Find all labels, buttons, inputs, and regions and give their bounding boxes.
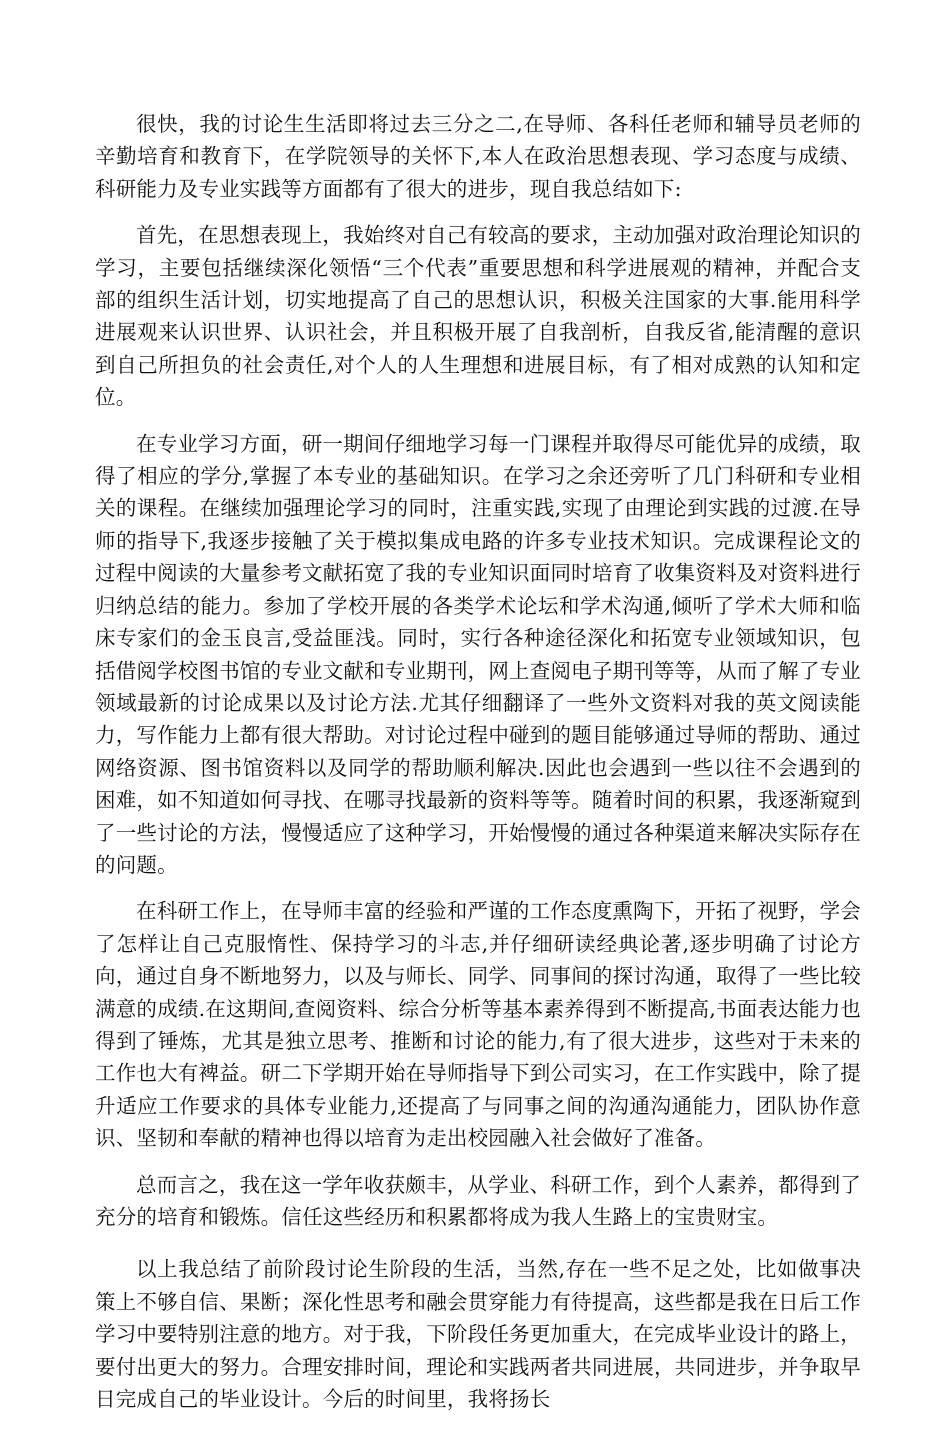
paragraph-research: 在科研工作上，在导师丰富的经验和严谨的工作态度熏陶下，开拓了视野，学会了怎样让自己克服惰性、保持学习的斗志,并仔细研读经典论著,逐步明确了讨论方向，通过自身不断地努力，以及与师长、同学、同事间的探讨沟通，取得了一些比较满意的成绩.在这期间,查阅资料、综合分析等基本素养得到不断提高,书面表达能力也得到了锤炼，尤其是独立思考、推断和讨论的能力,有了很大进步，这些对于未来的工作也大有裨益。研二下学期开始在导师指导下到公司实习，在工作实践中，除了提升适应工作要求的具体专业能力,还提高了与同事之间的沟通沟通能力，团队协作意识、坚韧和奉献的精神也得以培育为走出校园融入社会做好了准备。 — [95, 899, 861, 1151]
paragraph-study: 在专业学习方面，研一期间仔细地学习每一门课程并取得尽可能优异的成绩，取得了相应的学分,掌握了本专业的基础知识。在学习之余还旁听了几门科研和专业相关的课程。在继续加强理论学习的同时，注重实践,实现了由理论到实践的过渡.在导师的指导下,我逐步接触了关于模拟集成电路的许多专业技术知识。完成课程论文的过程中阅读的大量参考文献拓宽了我的专业知识面同时培育了收集资料及对资料进行归纳总结的能力。参加了学校开展的各类学术论坛和学术沟通,倾听了学术大师和临床专家们的金玉良言,受益匪浅。同时，实行各种途径深化和拓宽专业领域知识，包括借阅学校图书馆的专业文献和专业期刊，网上查阅电子期刊等等，从而了解了专业领域最新的讨论成果以及讨论方法.尤其仔细翻译了一些外文资料对我的英文阅读能力，写作能力上都有很大帮助。对讨论过程中碰到的题目能够通过导师的帮助、通过网络资源、图书馆资料以及同学的帮助顺利解决.因此也会遇到一些以往不会遇到的困难，如不知道如何寻找、在哪寻找最新的资料等等。随着时间的积累，我逐渐窥到了一些讨论的方法，慢慢适应了这种学习，开始慢慢的通过各种渠道来解决实际存在的问题。 — [95, 431, 861, 877]
paragraph-shortcomings: 以上我总结了前阶段讨论生阶段的生活，当然,存在一些不足之处，比如做事决策上不够自信、果断；深化性思考和融会贯穿能力有待提高，这些都是我在日后工作学习中要特别注意的地方。对于我，下阶段任务更加重大，在完成毕业设计的路上，要付出更大的努力。合理安排时间，理论和实践两者共同进展，共同进步，并争取早日完成自己的毕业设计。今后的时间里，我将扬长 — [95, 1257, 861, 1412]
document-page — [95, 108, 861, 1429]
paragraph-summary: 总而言之，我在这一学年收获颇丰，从学业、科研工作，到个人素养，都得到了充分的培育和锻炼。信任这些经历和积累都将成为我人生路上的宝贵财宝。 — [95, 1172, 861, 1229]
paragraph-thought: 首先，在思想表现上，我始终对自己有较高的要求，主动加强对政治理论知识的学习，主要包括继续深化领悟“三个代表”重要思想和科学进展观的精神，并配合支部的组织生活计划，切实地提高了自己的思想认识，积极关注国家的大事.能用科学进展观来认识世界、认识社会，并且积极开展了自我剖析，自我反省,能清醒的意识到自己所担负的社会责任,对个人的人生理想和进展目标，有了相对成熟的认知和定位。 — [95, 223, 861, 410]
paragraph-intro: 很快，我的讨论生生活即将过去三分之二,在导师、各科任老师和辅导员老师的辛勤培育和教育下，在学院领导的关怀下,本人在政治思想表现、学习态度与成绩、科研能力及专业实践等方面都有了很大的进步，现自我总结如下: — [95, 112, 861, 201]
